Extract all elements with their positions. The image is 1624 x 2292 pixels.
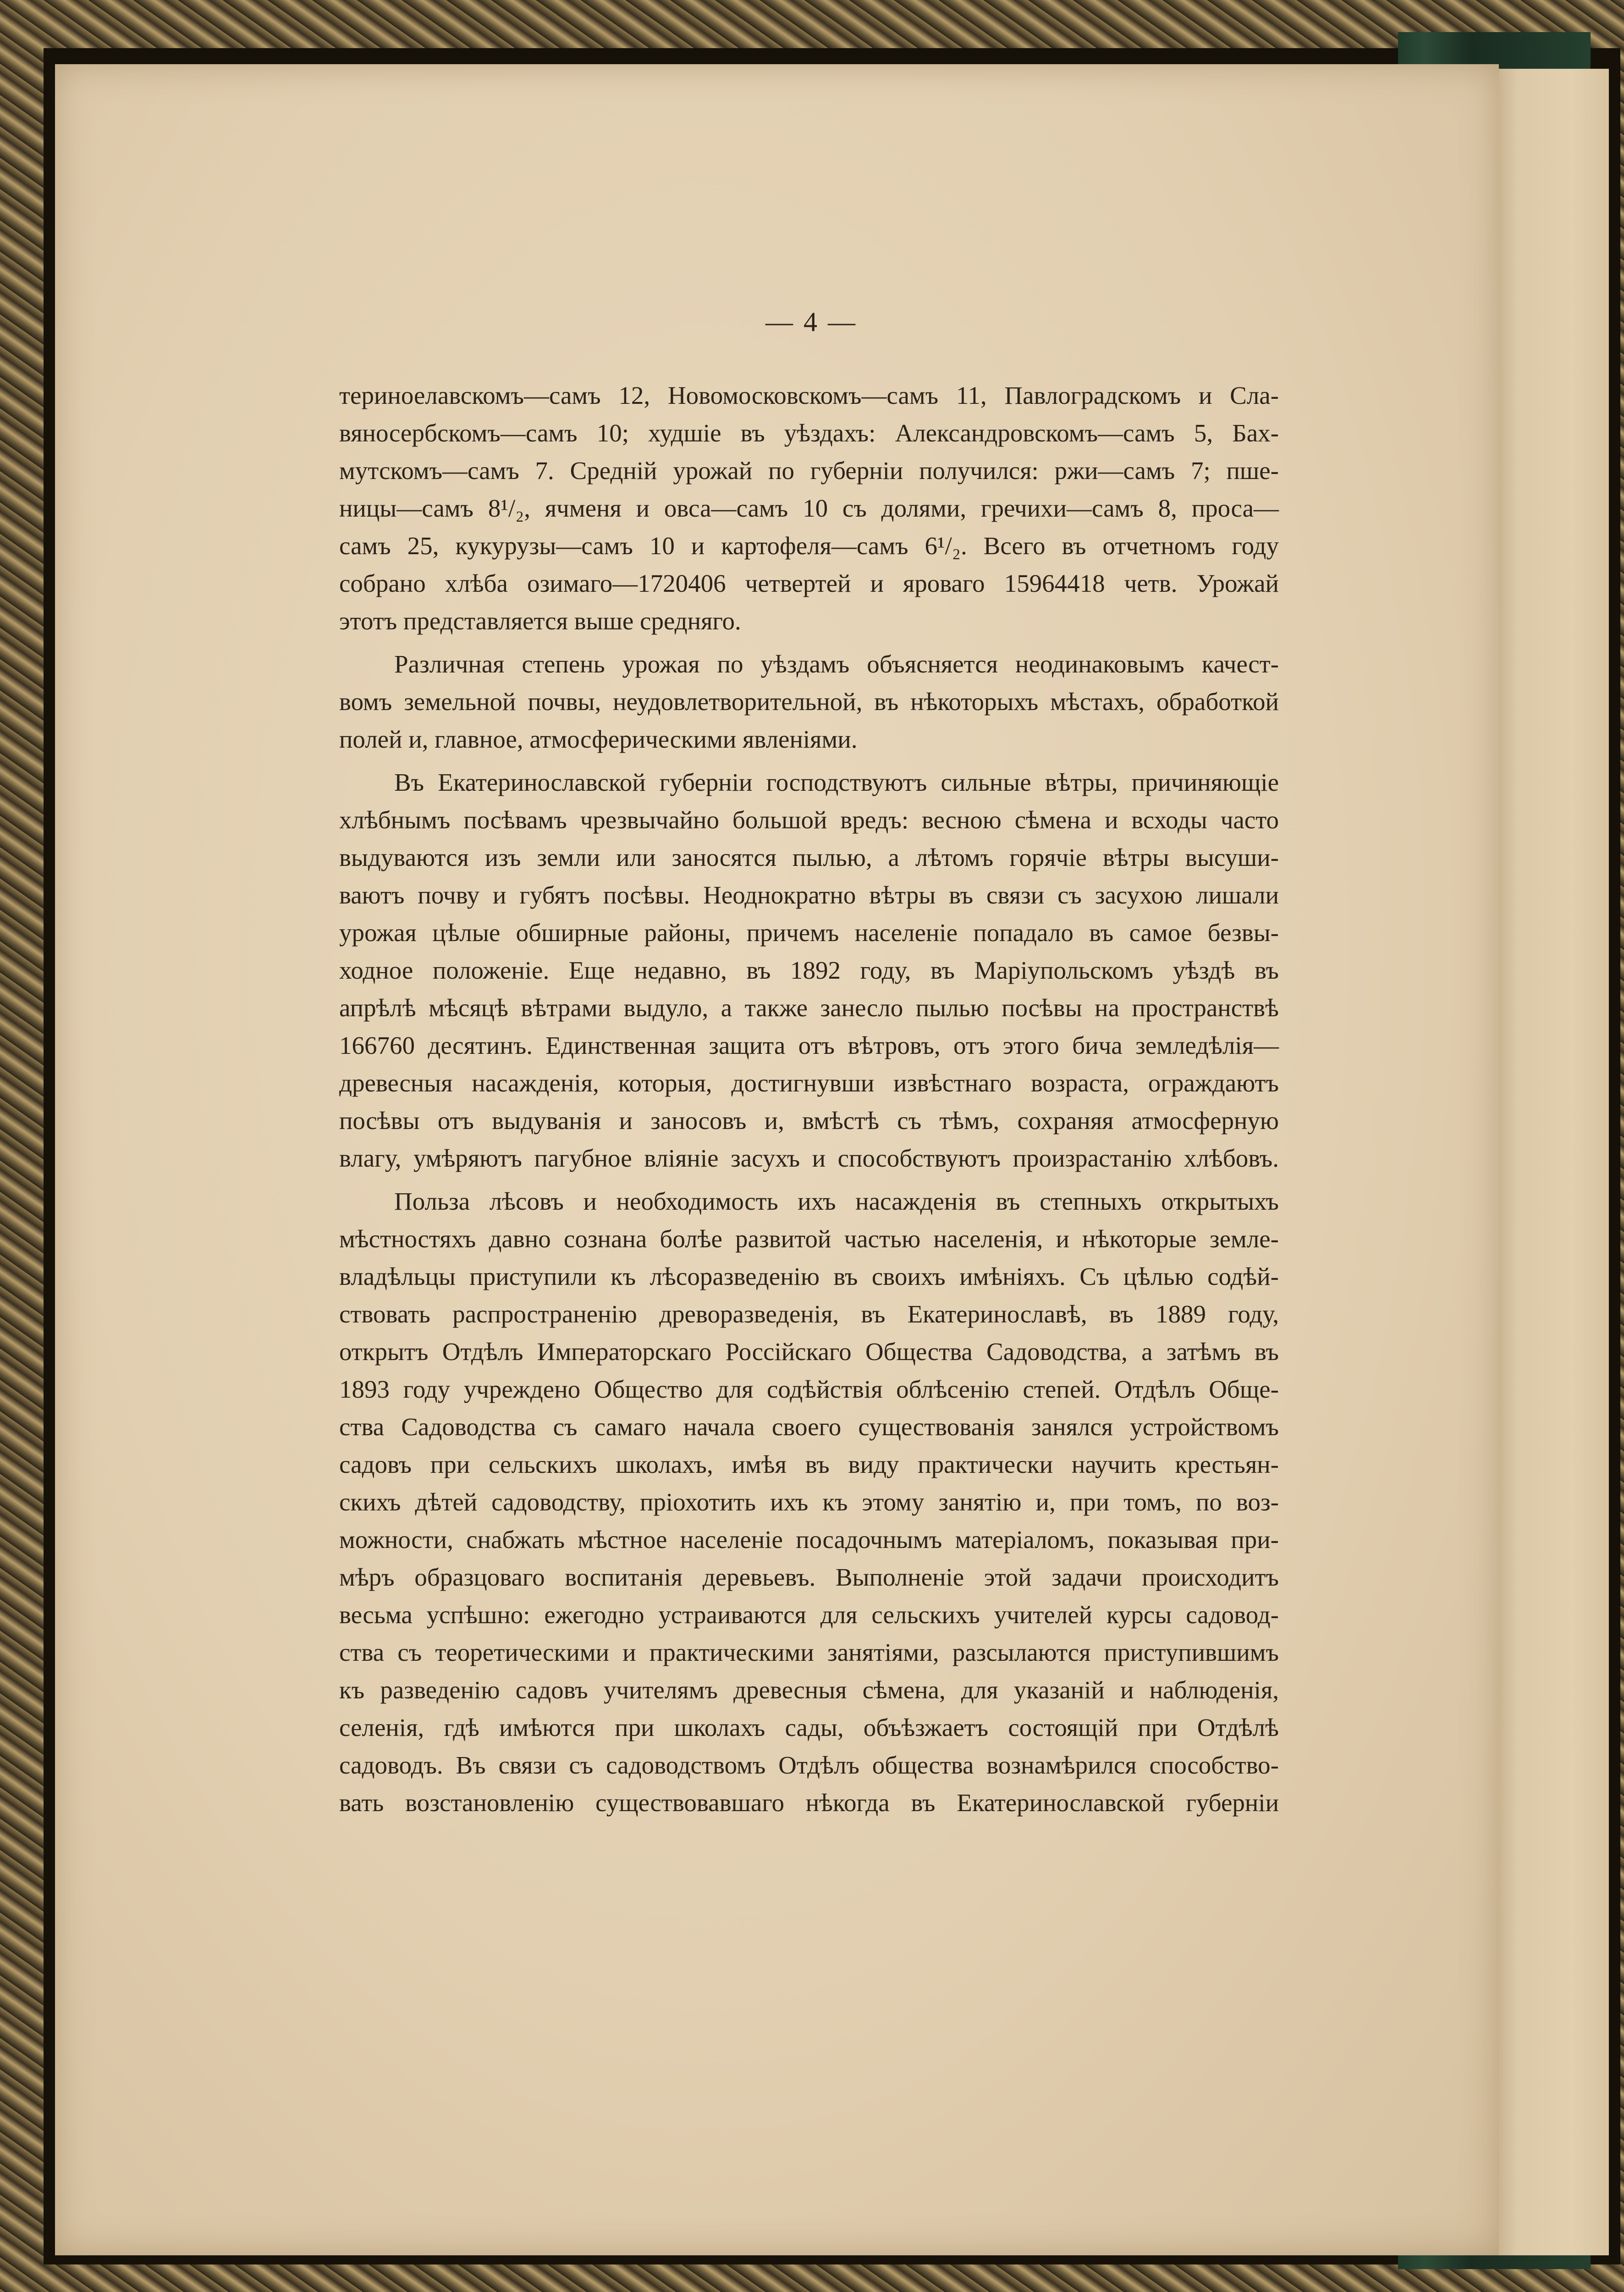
text-line: садовъ при сельскихъ школахъ, имѣя въ виду практически научить крестьян- (339, 1450, 1279, 1478)
facing-page-edge (1499, 69, 1609, 2255)
paragraph-2 (339, 645, 1279, 683)
text-line: Различная степень урожая по уѣздамъ объясняется неодинаковымъ качест- (394, 650, 1279, 678)
text-line: выдуваются изъ земли или заносятся пылью, а лѣтомъ горячіе вѣтры высуши- (339, 843, 1279, 871)
text-line: хлѣбнымъ посѣвамъ чрезвычайно большой вредъ: весною сѣмена и всходы часто (339, 806, 1279, 834)
text-line: Въ Екатеринославской губерніи господствуютъ сильные вѣтры, причиняющіе (394, 768, 1279, 796)
paragraph-4 (339, 1183, 1279, 1220)
text-line: мутскомъ—самъ 7. Средній урожай по губерніи получился: ржи—самъ 7; пше- (339, 457, 1279, 485)
text-line: владѣльцы приступили къ лѣсоразведенію въ своихъ имѣніяхъ. Съ цѣлью содѣй- (339, 1262, 1279, 1290)
text-line: можности, снабжать мѣстное населеніе посадочнымъ матеріаломъ, показывая при- (339, 1526, 1279, 1554)
paragraph-2-cont (339, 683, 1279, 758)
text-line: собрано хлѣба озимаго—1720406 четвертей и яроваго 15964418 четв. Урожай (339, 569, 1279, 597)
text-line: этотъ представляется выше средняго. (339, 607, 741, 635)
text-line: посѣвы отъ выдуванія и заносовъ и, вмѣстѣ съ тѣмъ, сохраняя атмосферную (339, 1107, 1279, 1135)
text-line: садоводъ. Въ связи съ садоводствомъ Отдѣлъ общества вознамѣрился способство- (339, 1751, 1279, 1779)
body-text (339, 377, 1279, 1827)
paragraph-3 (339, 764, 1279, 801)
text-line: Польза лѣсовъ и необходимость ихъ насажденія въ степныхъ открытыхъ (394, 1187, 1279, 1215)
text-line: урожая цѣлые обширные районы, причемъ населеніе попадало въ самое безвы- (339, 919, 1279, 947)
text-line: вяносербскомъ—самъ 10; худшіе въ уѣздахъ: Александровскомъ—самъ 5, Бах- (339, 419, 1279, 447)
text-line: влагу, умѣряютъ пагубное вліяніе засухъ и способствуютъ произрастанію хлѣбовъ. (339, 1144, 1279, 1172)
text-line: мѣръ образцоваго воспитанія деревьевъ. Выполненіе этой задачи происходитъ (339, 1563, 1279, 1591)
text-line: ваютъ почву и губятъ посѣвы. Неоднократно вѣтры въ связи съ засухою лишали (339, 881, 1279, 909)
text-line: къ разведенію садовъ учителямъ древесныя сѣмена, для указаній и наблюденія, (339, 1676, 1279, 1704)
text-line: открытъ Отдѣлъ Императорскаго Россійскаго Общества Садоводства, а затѣмъ въ (339, 1338, 1279, 1366)
text-line: скихъ дѣтей садоводству, пріохотить ихъ къ этому занятію и, при томъ, по воз- (339, 1488, 1279, 1516)
text-line: селенія, гдѣ имѣются при школахъ сады, объѣзжаетъ состоящій при Отдѣлѣ (339, 1713, 1279, 1741)
paragraph-1 (339, 377, 1279, 640)
text-line: весьма успѣшно: ежегодно устраиваются для сельскихъ учителей курсы садовод- (339, 1601, 1279, 1629)
text-line: 166760 десятинъ. Единственная защита отъ вѣтровъ, отъ этого бича земледѣлія— (339, 1031, 1279, 1059)
text-line: апрѣлѣ мѣсяцѣ вѣтрами выдуло, а также занесло пылью посѣвы на пространствѣ (339, 994, 1279, 1022)
paragraph-4-cont (339, 1220, 1279, 1822)
page-number: — 4 — (765, 307, 857, 337)
text-line: ства съ теоретическими и практическими занятіями, разсылаются приступившимъ (339, 1638, 1279, 1666)
text-line: вомъ земельной почвы, неудовлетворительной, въ нѣкоторыхъ мѣстахъ, обработкой (339, 688, 1279, 716)
text-line: мѣстностяхъ давно сознана болѣе развитой частью населенія, и нѣкоторые земле- (339, 1225, 1279, 1253)
text-line: ницы—самъ 8¹/₂, ячменя и овса—самъ 10 съ долями, гречихи—самъ 8, проса— (339, 494, 1279, 522)
text-line: самъ 25, кукурузы—самъ 10 и картофеля—самъ 6¹/₂. Всего въ отчетномъ году (339, 532, 1279, 560)
text-line: ства Садоводства съ самаго начала своего существованія занялся устройствомъ (339, 1413, 1279, 1441)
paragraph-3-cont (339, 801, 1279, 1177)
text-line: териноелавскомъ—самъ 12, Новомосковскомъ—самъ 11, Павлоградскомъ и Сла- (339, 381, 1279, 409)
text-line: ходное положеніе. Еще недавно, въ 1892 году, въ Маріупольскомъ уѣздѣ въ (339, 956, 1279, 984)
text-line: ствовать распространенію древоразведенія, въ Екатеринославѣ, въ 1889 году, (339, 1300, 1279, 1328)
text-line: вать возстановленію существовавшаго нѣкогда въ Екатеринославской губерніи (339, 1789, 1279, 1817)
text-line: полей и, главное, атмосферическими явленіями. (339, 725, 858, 753)
text-line: 1893 году учреждено Общество для содѣйствія облѣсенію степей. Отдѣлъ Обще- (339, 1375, 1279, 1403)
text-line: древесныя насажденія, которыя, достигнувши извѣстнаго возраста, ограждаютъ (339, 1069, 1279, 1097)
